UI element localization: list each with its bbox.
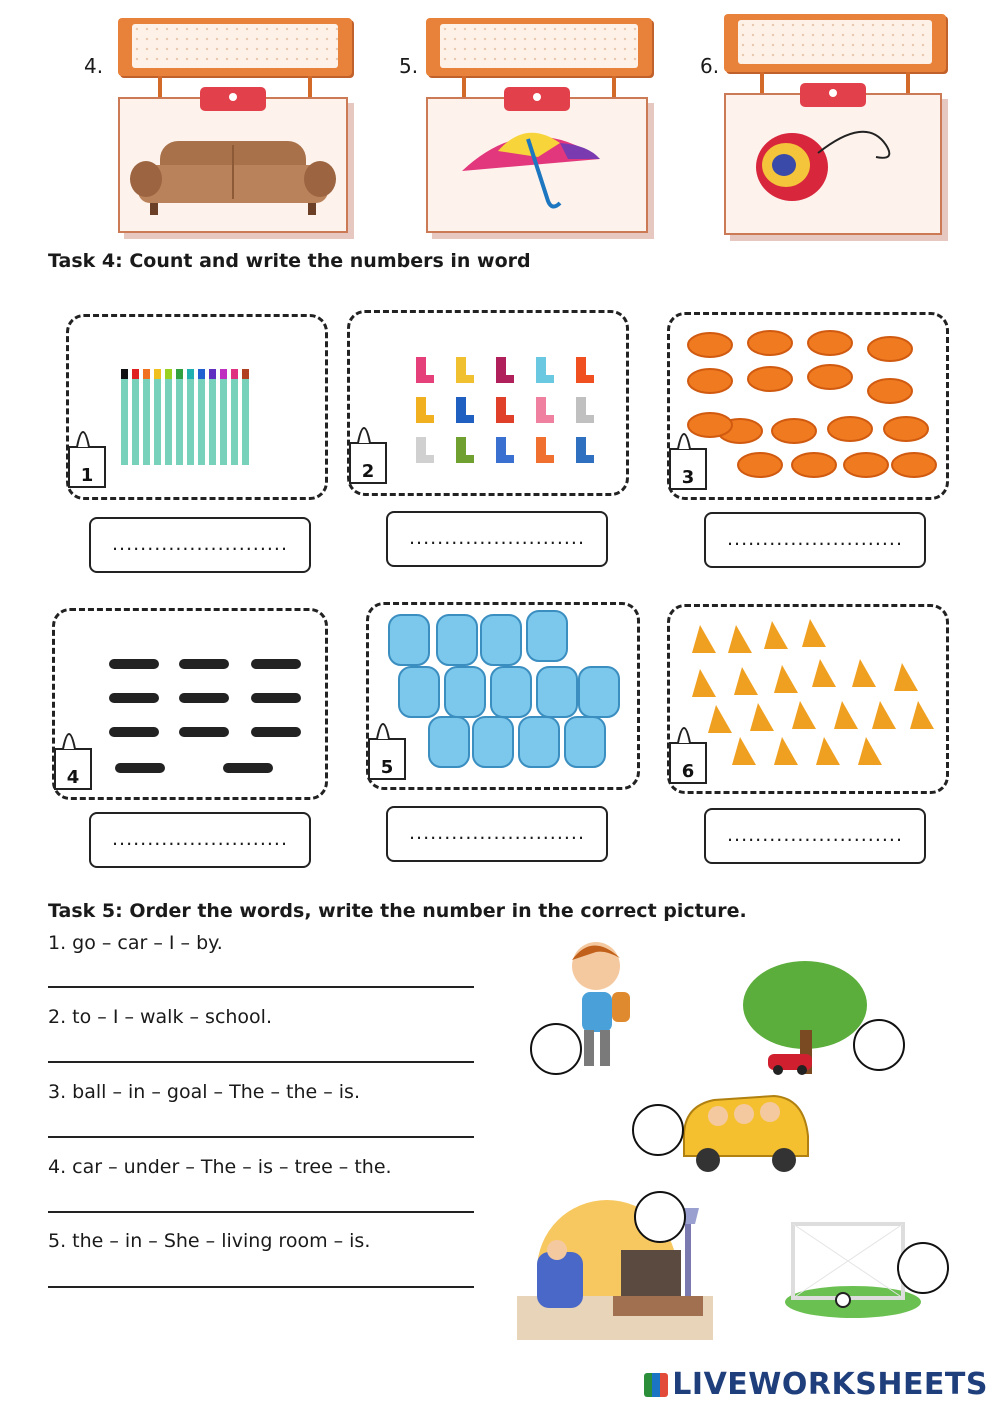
count-frame-4 — [52, 608, 328, 800]
motorbikes-icon — [55, 611, 325, 797]
count-frame-3 — [667, 312, 949, 500]
yoyo-icon — [726, 95, 940, 233]
answer-box-2[interactable]: ......................... — [386, 511, 608, 567]
answer-box-4[interactable]: ......................... — [89, 812, 311, 868]
vocab-number: 6. — [700, 54, 720, 78]
answer-circle-boy[interactable] — [530, 1023, 582, 1075]
task4-heading: Task 4: Count and write the numbers in word — [48, 250, 531, 272]
sentence-3: 3. ball – in – goal – The – the – is. — [48, 1081, 360, 1103]
answer-sign[interactable] — [118, 18, 352, 76]
frame-number: 4 — [66, 767, 80, 788]
answer-circle-tree[interactable] — [853, 1019, 905, 1071]
sentence-5: 5. the – in – She – living room – is. — [48, 1230, 371, 1252]
sentence-2: 2. to – I – walk – school. — [48, 1006, 273, 1028]
answer-box-3[interactable]: ......................... — [704, 512, 926, 568]
socks-icon — [350, 313, 626, 493]
answer-line-5[interactable] — [48, 1286, 474, 1288]
vocab-number: 5. — [399, 54, 419, 78]
frame-number: 1 — [80, 465, 94, 486]
answer-line-2[interactable] — [48, 1061, 474, 1063]
answer-line-3[interactable] — [48, 1136, 474, 1138]
task5-heading: Task 5: Order the words, write the number in the correct picture. — [48, 900, 747, 922]
family-car-picture — [674, 1076, 814, 1176]
answer-line-4[interactable] — [48, 1211, 474, 1213]
pens-icon — [69, 317, 325, 497]
answer-box-1[interactable]: ......................... — [89, 517, 311, 573]
answer-sign[interactable] — [724, 14, 946, 72]
sentence-4: 4. car – under – The – is – tree – the. — [48, 1156, 392, 1178]
count-frame-5 — [366, 602, 640, 790]
answer-circle-goal[interactable] — [897, 1242, 949, 1294]
answer-circle-living-room[interactable] — [634, 1191, 686, 1243]
boats-icon — [670, 607, 946, 791]
frame-number: 2 — [361, 461, 375, 482]
backpacks-icon — [369, 605, 637, 787]
umbrella-icon — [428, 99, 646, 231]
answer-box-6[interactable]: ......................... — [704, 808, 926, 864]
count-frame-2 — [347, 310, 629, 496]
sofa-icon — [120, 99, 346, 231]
frame-number: 6 — [681, 761, 695, 782]
answer-box-5[interactable]: ......................... — [386, 806, 608, 862]
picture-card-umbrella — [426, 97, 648, 233]
frisbees-icon — [670, 315, 946, 497]
answer-sign[interactable] — [426, 18, 652, 76]
answer-circle-family-car[interactable] — [632, 1104, 684, 1156]
tree-car-picture — [740, 960, 870, 1078]
brand-logo: LIVEWORKSHEETS — [644, 1367, 988, 1402]
picture-card-yoyo — [724, 93, 942, 235]
picture-card-sofa — [118, 97, 348, 233]
sentence-1: 1. go – car – I – by. — [48, 932, 223, 954]
count-frame-6 — [667, 604, 949, 794]
answer-line-1[interactable] — [48, 986, 474, 988]
count-frame-1 — [66, 314, 328, 500]
vocab-number: 4. — [84, 54, 104, 78]
frame-number: 3 — [681, 467, 695, 488]
frame-number: 5 — [380, 757, 394, 778]
liveworksheets-icon — [644, 1373, 668, 1397]
